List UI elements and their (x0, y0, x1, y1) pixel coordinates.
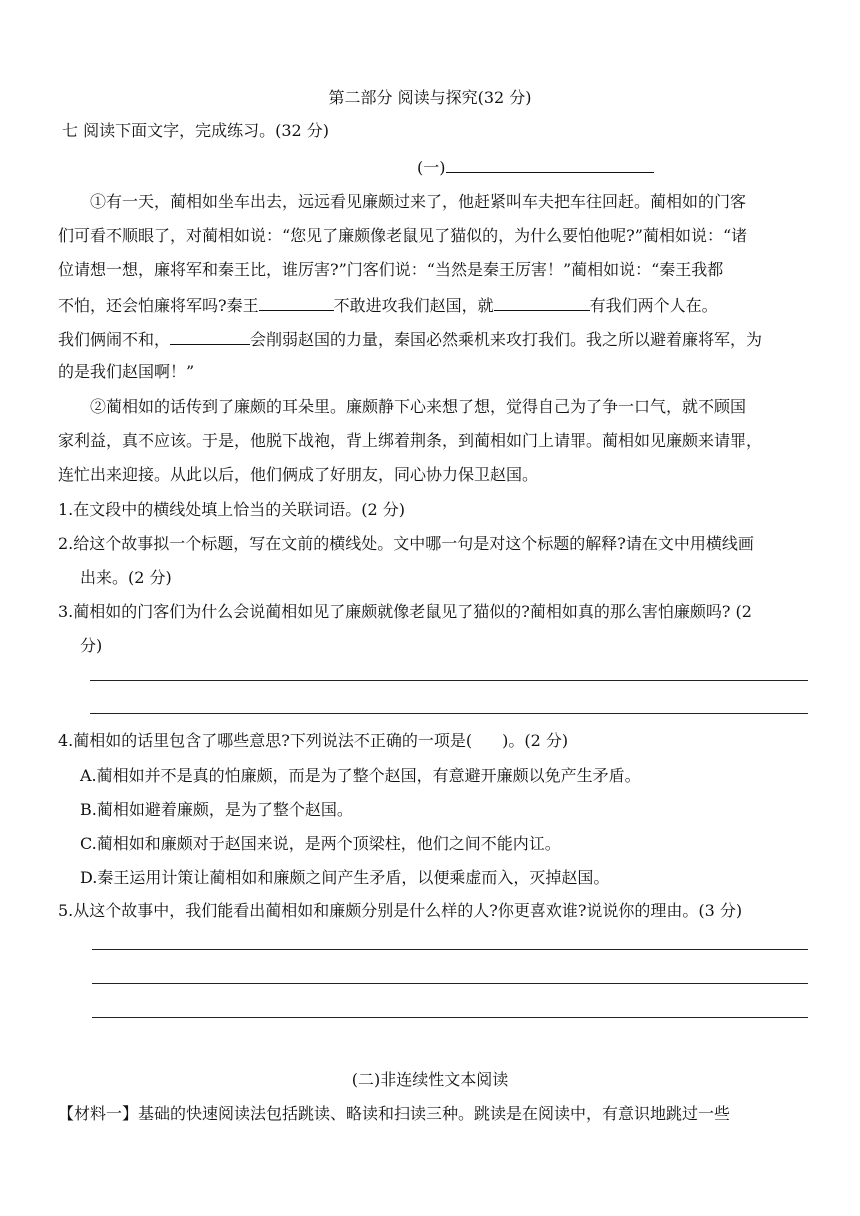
text-segment: 有我们两个人在。 (589, 296, 718, 315)
paragraph-line: 们可看不顺眼了，对蔺相如说：“您见了廉颇像老鼠见了猫似的，为什么要怕他呢?”蔺相如说：“诸 (58, 226, 748, 245)
paragraph-line (58, 328, 762, 350)
passage-title (417, 156, 654, 178)
question-2: 2.给这个故事拟一个标题，写在文前的横线处。文中哪一句是对这个标题的解释?请在文中用横线画 (58, 534, 754, 553)
fill-blank-2[interactable] (494, 294, 590, 311)
paragraph-line: 的是我们赵国啊！” (58, 362, 195, 381)
part-title: 第二部分 阅读与探究(32 分) (328, 88, 532, 107)
text-segment: 不敢进攻我们赵国，就 (333, 296, 494, 315)
material-label: 【材料一】 (58, 1104, 139, 1123)
passage-2-title: (二)非连续性文本阅读 (351, 1070, 509, 1089)
option-c: C.蔺相如和廉颇对于赵国来说，是两个顶梁柱，他们之间不能内讧。 (80, 834, 561, 853)
paragraph-line (58, 294, 718, 316)
title-blank[interactable] (446, 156, 654, 173)
material-1 (58, 1104, 730, 1124)
answer-line[interactable] (90, 680, 808, 681)
passage-title-prefix: (一) (417, 158, 446, 177)
answer-line[interactable] (92, 1017, 808, 1018)
fill-blank-3[interactable] (170, 328, 250, 345)
text-segment: 4.蔺相如的话里包含了哪些意思?下列说法不正确的一项是( (58, 731, 473, 750)
section-heading: 七 阅读下面文字，完成练习。(32 分) (62, 121, 330, 140)
text-segment: 会削弱赵国的力量，秦国必然乘机来攻打我们。我之所以避着廉将军，为 (250, 330, 763, 349)
answer-line[interactable] (92, 949, 808, 950)
text-segment: 不怕，还会怕廉将军吗?秦王 (58, 296, 259, 315)
paragraph-line: 连忙出来迎接。从此以后，他们俩成了好朋友，同心协力保卫赵国。 (58, 465, 539, 484)
paragraph-line: ①有一天，蔺相如坐车出去，远远看见廉颇过来了，他赶紧叫车夫把车往回赶。蔺相如的门客 (90, 192, 747, 211)
question-5: 5.从这个故事中，我们能看出蔺相如和廉颇分别是什么样的人?你更喜欢谁?说说你的理由。(3 分) (58, 901, 743, 920)
text-segment: 我们俩闹不和， (58, 330, 171, 349)
question-4 (58, 731, 568, 751)
question-3-cont: 分) (80, 636, 103, 655)
option-b: B.蔺相如避着廉颇，是为了整个赵国。 (80, 800, 353, 819)
question-2-cont: 出来。(2 分) (80, 568, 172, 587)
question-1: 1.在文段中的横线处填上恰当的关联词语。(2 分) (58, 500, 406, 519)
paragraph-line: 家利益，真不应该。于是，他脱下战袍，背上绑着荆条，到蔺相如门上请罪。蔺相如见廉颇来请罪， (58, 431, 763, 450)
paragraph-line: 位请想一想，廉将军和秦王比，谁厉害?”门客们说：“当然是秦王厉害！”蔺相如说：“秦王我都 (58, 260, 724, 279)
paragraph-line: ②蔺相如的话传到了廉颇的耳朵里。廉颇静下心来想了想，觉得自己为了争一口气，就不顾国 (90, 397, 747, 416)
option-a: A.蔺相如并不是真的怕廉颇，而是为了整个赵国，有意避开廉颇以免产生矛盾。 (80, 766, 641, 785)
text-segment: )。(2 分) (502, 731, 569, 750)
question-3: 3.蔺相如的门客们为什么会说蔺相如见了廉颇就像老鼠见了猫似的?蔺相如真的那么害怕廉颇吗? (2 (58, 602, 752, 621)
option-d: D.秦王运用计策让蔺相如和廉颇之间产生矛盾，以便乘虚而入，灭掉赵国。 (80, 868, 610, 887)
answer-line[interactable] (92, 983, 808, 984)
material-text: 基础的快速阅读法包括跳读、略读和扫读三种。跳读是在阅读中，有意识地跳过一些 (138, 1104, 731, 1123)
answer-line[interactable] (90, 713, 808, 714)
fill-blank-1[interactable] (259, 294, 334, 311)
